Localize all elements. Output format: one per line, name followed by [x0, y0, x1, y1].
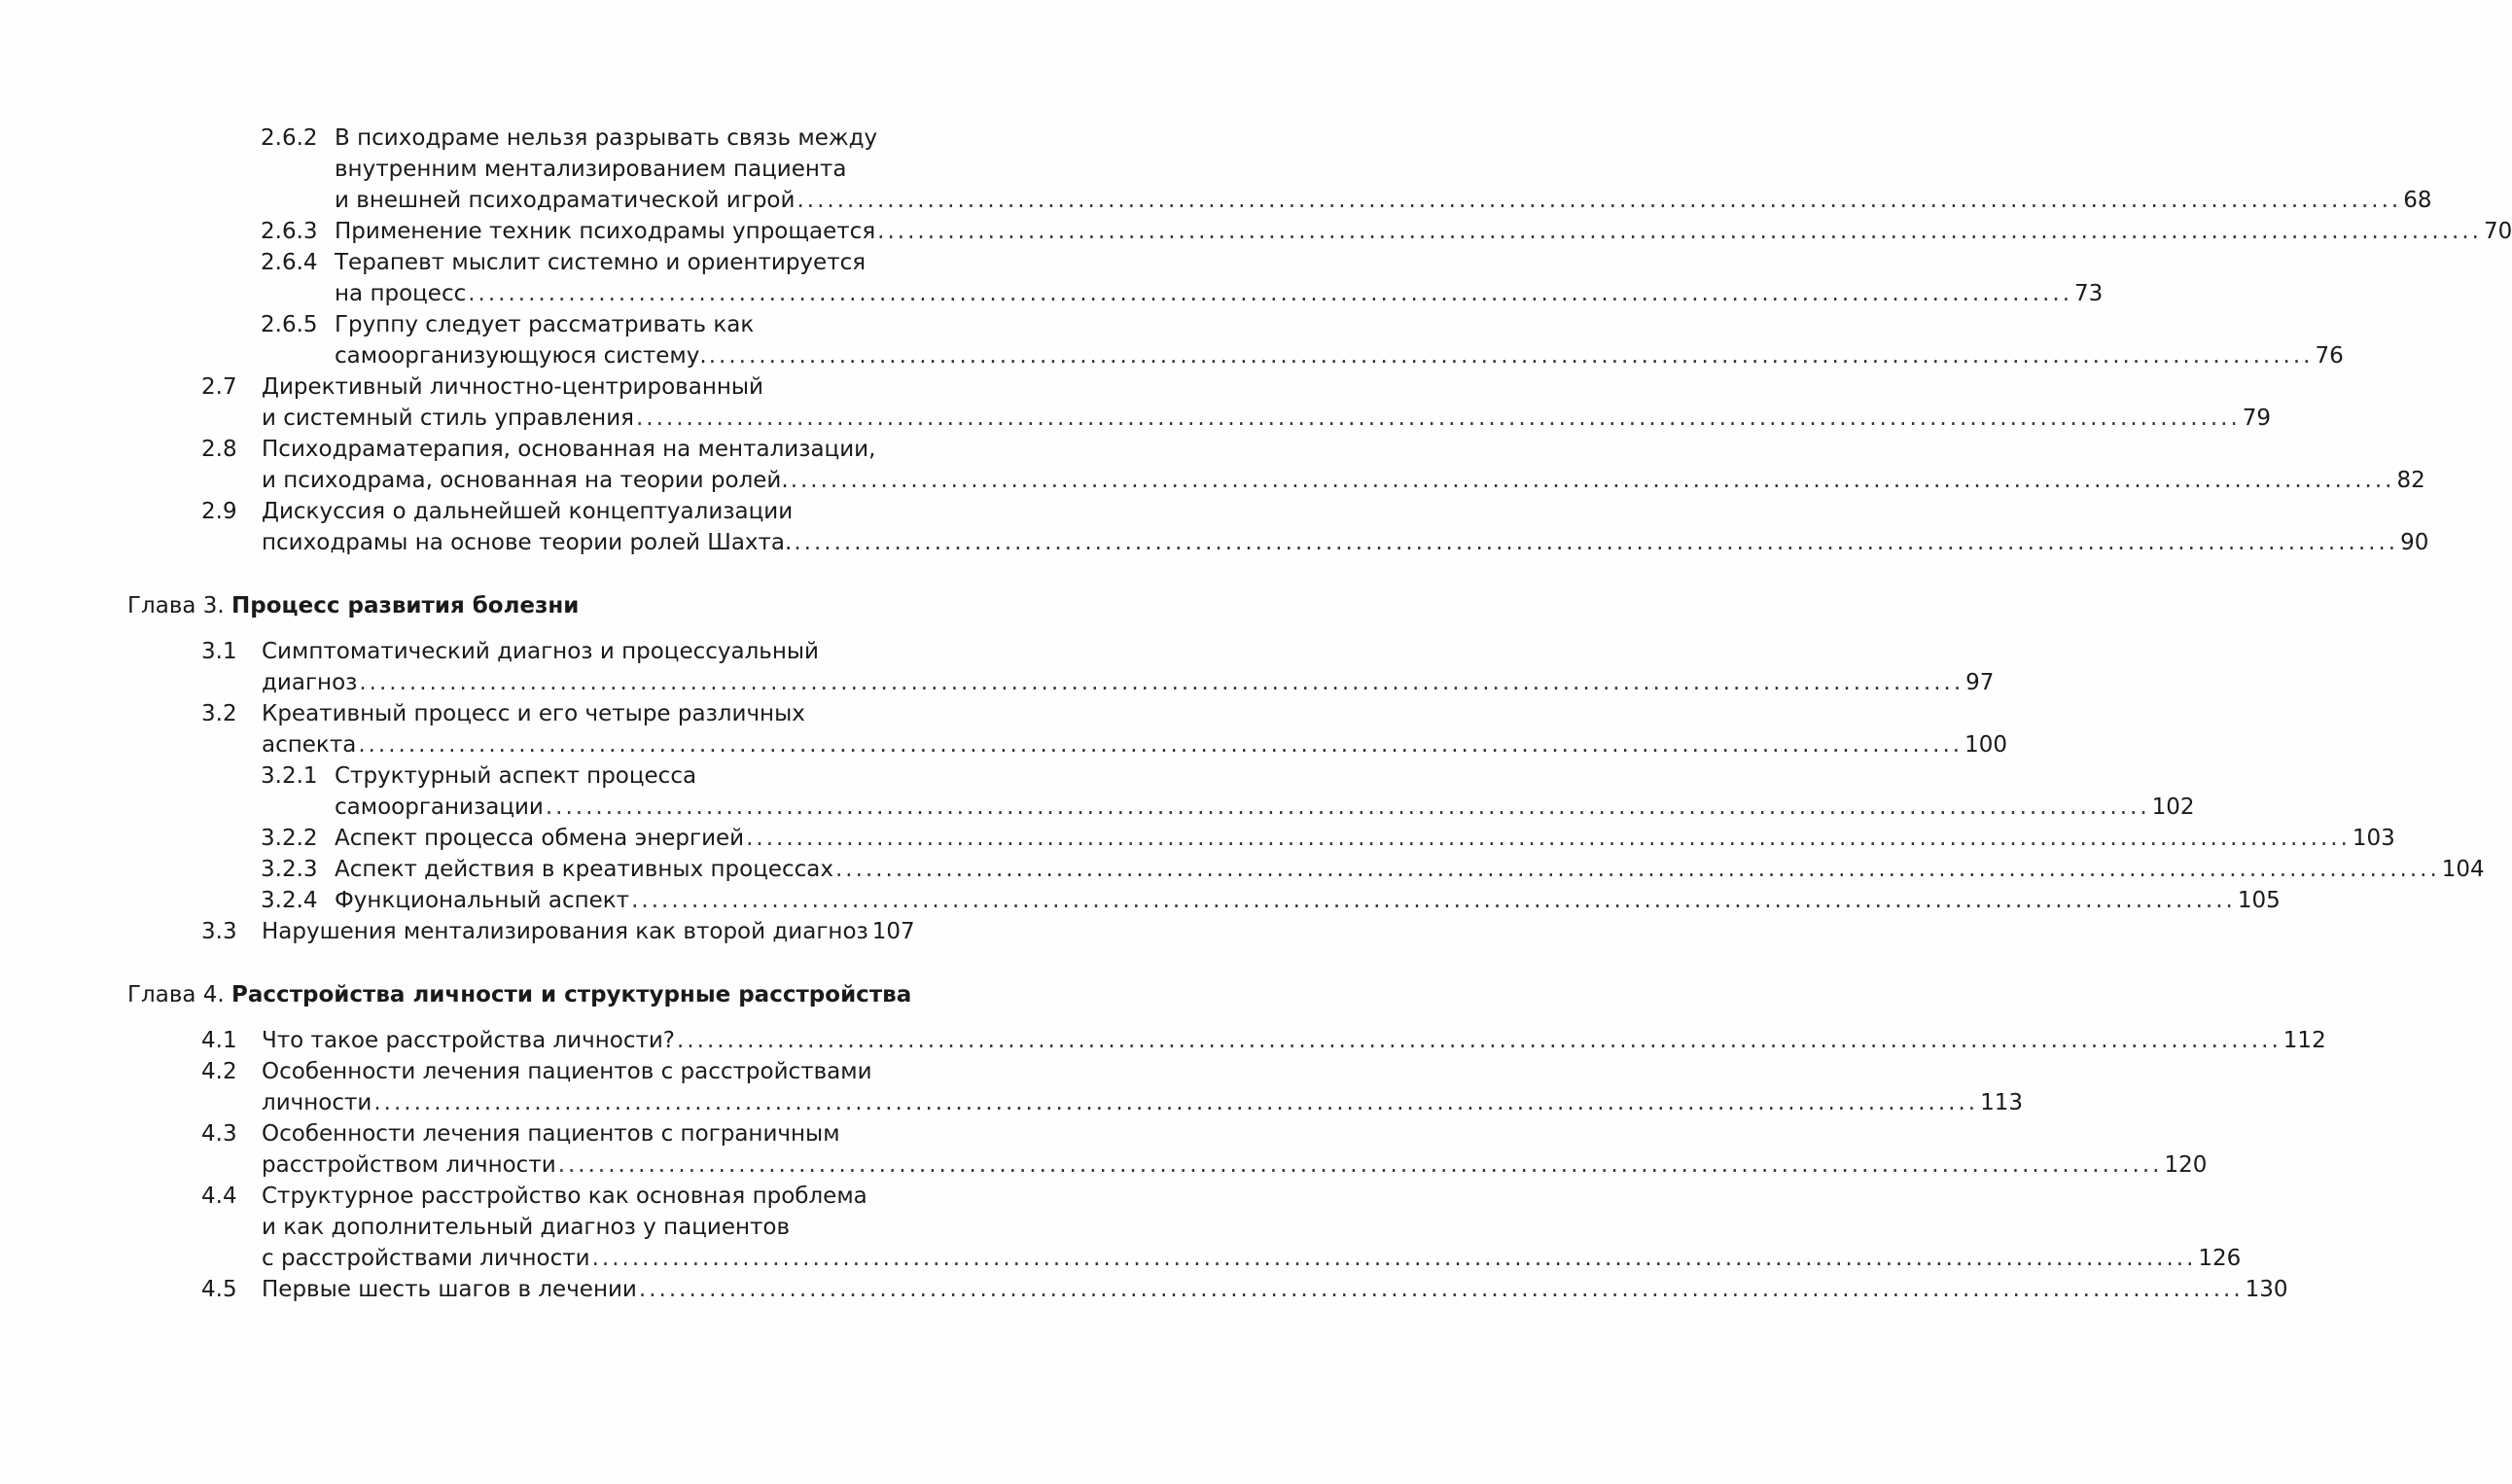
- dot-leader: ................................................................................................................................................................: [635, 406, 2241, 431]
- entry-text: [335, 885, 2281, 916]
- entry-title-end: на процесс: [335, 281, 467, 306]
- dot-leader: ................................................................................................................................................................: [591, 1246, 2197, 1271]
- page-number: 120: [2164, 1152, 2208, 1178]
- entry-text: [335, 247, 2104, 309]
- dot-leader: ................................................................................................................................................................: [677, 1028, 2282, 1053]
- dot-leader: ................................................................................................................................................................: [835, 857, 2440, 882]
- page-number: 76: [2315, 343, 2344, 369]
- entry-last-line: [335, 185, 2432, 216]
- chapter-title: Расстройства личности и структурные расстройства: [231, 982, 912, 1007]
- entry-title-end: самоорганизующуюся систему.: [335, 343, 707, 369]
- entry-title-end: личности: [262, 1090, 372, 1115]
- entry-line: Терапевт мыслит системно и ориентируется: [335, 250, 867, 275]
- page-number: 102: [2151, 795, 2195, 820]
- entry-last-line: [335, 823, 2395, 854]
- entry-title-end: с расстройствами личности: [262, 1246, 590, 1271]
- entry-title-end: Аспект действия в креативных процессах: [335, 857, 833, 882]
- page-number: 130: [2245, 1277, 2288, 1302]
- entry-line: Симптоматический диагноз и процессуальный: [262, 639, 819, 664]
- entry-number: 2.6.3: [261, 219, 318, 244]
- entry-text: [262, 636, 1995, 698]
- entry-text: [335, 216, 2512, 247]
- entry-number: 2.8: [201, 437, 237, 462]
- page-number: 100: [1964, 732, 2007, 758]
- entry-title-end: Первые шесть шагов в лечении: [262, 1277, 637, 1302]
- entry-line: и как дополнительный диагноз у пациентов: [262, 1215, 791, 1240]
- page-number: 113: [1980, 1090, 2024, 1115]
- entry-title-end: и системный стиль управления: [262, 406, 634, 431]
- entry-text: [262, 496, 2429, 558]
- entry-number: 2.6.4: [261, 250, 318, 275]
- entry-title-end: Что такое расстройства личности?: [262, 1028, 676, 1053]
- entry-number: 3.2.2: [261, 826, 318, 851]
- dot-leader: ................................................................................................................................................................: [746, 826, 2351, 851]
- page-number: 68: [2403, 188, 2432, 213]
- chapter-label: Глава 4.: [127, 982, 225, 1007]
- entry-last-line: [335, 792, 2195, 823]
- entry-line: Директивный личностно-центрированный: [262, 374, 764, 400]
- entry-line: Группу следует рассматривать как: [335, 312, 755, 337]
- entry-title-end: аспекта: [262, 732, 357, 758]
- entry-text: [335, 823, 2395, 854]
- entry-text: [335, 123, 2432, 216]
- entry-last-line: [335, 278, 2104, 309]
- page-number: 103: [2352, 826, 2395, 851]
- entry-last-line: [262, 465, 2425, 496]
- entry-last-line: [262, 527, 2429, 558]
- entry-number: 2.7: [201, 374, 237, 400]
- entry-last-line: [335, 216, 2512, 247]
- entry-number: 2.9: [201, 499, 237, 524]
- entry-text: [335, 854, 2485, 885]
- entry-text: [262, 1118, 2208, 1181]
- entry-line: Особенности лечения пациентов с пограничным: [262, 1121, 840, 1147]
- page-number: 82: [2396, 468, 2425, 493]
- entry-number: 2.6.5: [261, 312, 318, 337]
- entry-number: 3.3: [201, 919, 237, 944]
- entry-number: 3.2.3: [261, 857, 318, 882]
- dot-leader: ................................................................................................................................................................: [796, 188, 2402, 213]
- entry-number: 4.5: [201, 1277, 237, 1302]
- entry-line: Дискуссия о дальнейшей концептуализации: [262, 499, 794, 524]
- dot-leader: ................................................................................................................................................................: [545, 795, 2150, 820]
- entry-title-end: и внешней психодраматической игрой: [335, 188, 796, 213]
- page-number: 126: [2198, 1246, 2242, 1271]
- entry-last-line: [262, 667, 1995, 698]
- page-number: 112: [2282, 1028, 2326, 1053]
- entry-last-line: [335, 854, 2485, 885]
- entry-text: [262, 916, 915, 947]
- entry-number: 3.2: [201, 701, 237, 726]
- entry-last-line: [335, 340, 2344, 371]
- entry-title-end: расстройством личности: [262, 1152, 556, 1178]
- entry-last-line: [262, 1149, 2208, 1181]
- entry-last-line: [262, 1087, 2024, 1118]
- entry-last-line: [335, 885, 2281, 916]
- entry-text: [335, 760, 2195, 823]
- entry-title-end: Применение техник психодрамы упрощается: [335, 219, 876, 244]
- entry-line: Структурное расстройство как основная проблема: [262, 1184, 867, 1209]
- entry-last-line: [262, 1025, 2326, 1056]
- dot-leader: ................................................................................................................................................................: [373, 1090, 1979, 1115]
- entry-text: [262, 434, 2425, 496]
- entry-text: [262, 698, 2007, 760]
- dot-leader: ................................................................................................................................................................: [638, 1277, 2244, 1302]
- dot-leader: ................................................................................................................................................................: [708, 343, 2314, 369]
- entry-line: Структурный аспект процесса: [335, 763, 697, 789]
- dot-leader: ................................................................................................................................................................: [468, 281, 2073, 306]
- page-number: 70: [2483, 219, 2512, 244]
- page-number: 73: [2074, 281, 2104, 306]
- page-number: 97: [1965, 670, 1995, 695]
- entry-last-line: [262, 916, 915, 947]
- entry-last-line: [262, 729, 2007, 760]
- entry-last-line: [262, 1274, 2288, 1305]
- entry-number: 3.2.4: [261, 888, 318, 913]
- chapter-4-heading: [127, 979, 911, 1010]
- entry-number: 3.2.1: [261, 763, 318, 789]
- entry-title-end: диагноз: [262, 670, 358, 695]
- entry-number: 2.6.2: [261, 125, 318, 151]
- page-number: 90: [2400, 530, 2429, 555]
- page-number: 107: [871, 919, 915, 944]
- entry-last-line: [262, 403, 2272, 434]
- entry-text: [262, 371, 2272, 434]
- entry-line: Креативный процесс и его четыре различных: [262, 701, 805, 726]
- dot-leader: ................................................................................................................................................................: [631, 888, 2236, 913]
- entry-text: [262, 1056, 2024, 1118]
- entry-line: Особенности лечения пациентов с расстройствами: [262, 1059, 872, 1084]
- entry-line: В психодраме нельзя разрывать связь между: [335, 125, 878, 151]
- entry-title-end: Функциональный аспект: [335, 888, 630, 913]
- entry-text: [262, 1025, 2326, 1056]
- entry-number: 4.4: [201, 1184, 237, 1209]
- entry-number: 3.1: [201, 639, 237, 664]
- entry-text: [262, 1181, 2242, 1274]
- entry-number: 4.3: [201, 1121, 237, 1147]
- page-number: 105: [2237, 888, 2281, 913]
- dot-leader: ................................................................................................................................................................: [359, 670, 1964, 695]
- dot-leader: ................................................................................................................................................................: [557, 1152, 2163, 1178]
- page-number: 79: [2242, 406, 2272, 431]
- entry-number: 4.1: [201, 1028, 237, 1053]
- dot-leader: ................................................................................................................................................................: [358, 732, 1964, 758]
- entry-text: [262, 1274, 2288, 1305]
- entry-title-end: самоорганизации: [335, 795, 544, 820]
- entry-last-line: [262, 1243, 2242, 1274]
- entry-text: [335, 309, 2344, 371]
- entry-title-end: психодрамы на основе теории ролей Шахта.: [262, 530, 793, 555]
- entry-title-end: и психодрама, основанная на теории ролей.: [262, 468, 789, 493]
- entry-line: Психодраматерапия, основанная на ментализации,: [262, 437, 876, 462]
- chapter-3-heading: [127, 590, 579, 621]
- entry-line: внутренним ментализированием пациента: [335, 157, 847, 182]
- dot-leader: ................................................................................................................................................................: [794, 530, 2399, 555]
- chapter-title: Процесс развития болезни: [231, 593, 580, 618]
- dot-leader: ................................................................................................................................................................: [877, 219, 2482, 244]
- entry-title-end: Аспект процесса обмена энергией: [335, 826, 745, 851]
- entry-number: 4.2: [201, 1059, 237, 1084]
- entry-title-end: Нарушения ментализирования как второй диагноз: [262, 919, 868, 944]
- page-number: 104: [2441, 857, 2485, 882]
- chapter-label: Глава 3.: [127, 593, 225, 618]
- dot-leader: ................................................................................................................................................................: [790, 468, 2395, 493]
